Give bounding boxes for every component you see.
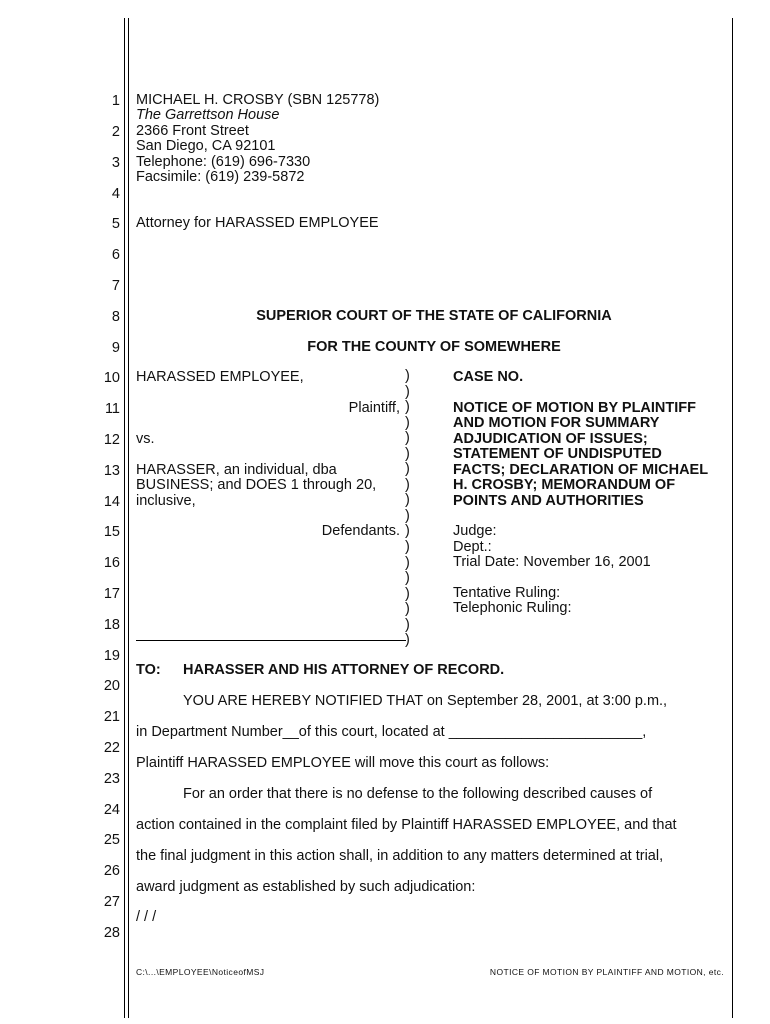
document-title-line: FACTS; DECLARATION OF MICHAEL <box>453 462 709 478</box>
right-margin-rule <box>732 18 733 1018</box>
tentative-ruling: Tentative Ruling: <box>453 585 561 601</box>
line-number: 14 <box>103 494 120 510</box>
caption-underline <box>136 640 406 641</box>
line-number: 5 <box>111 216 120 232</box>
line-number: 27 <box>103 894 120 910</box>
trial-date: Trial Date: November 16, 2001 <box>453 554 651 570</box>
attorney-fax: Facsimile: (619) 239-5872 <box>136 169 305 185</box>
line-number: 2 <box>111 124 120 140</box>
document-title-line: AND MOTION FOR SUMMARY <box>453 415 660 431</box>
continuation-mark: / / / <box>136 909 157 925</box>
body-line: the final judgment in this action shall, in addition to any matters determined at trial, <box>136 848 664 864</box>
line-number: 3 <box>111 155 120 171</box>
document-title-line: NOTICE OF MOTION BY PLAINTIFF <box>453 400 697 416</box>
line-number: 6 <box>111 247 120 263</box>
versus: vs. <box>136 431 155 447</box>
line-number: 23 <box>103 771 120 787</box>
line-number: 9 <box>111 340 120 356</box>
attorney-street: 2366 Front Street <box>136 123 249 139</box>
line-number: 22 <box>103 740 120 756</box>
attorney-name: MICHAEL H. CROSBY (SBN 125778) <box>136 92 380 108</box>
document-title-line: H. CROSBY; MEMORANDUM OF <box>453 477 676 493</box>
document-title-line: STATEMENT OF UNDISPUTED <box>453 446 662 462</box>
attorney-for: Attorney for HARASSED EMPLOYEE <box>136 215 379 231</box>
line-number: 15 <box>103 524 120 540</box>
body-line: in Department Number__of this court, located at ________________________, <box>136 724 647 740</box>
left-margin-rule-inner <box>128 18 129 1018</box>
line-number: 26 <box>103 863 120 879</box>
line-number: 11 <box>104 401 120 417</box>
defendant-line-1: HARASSER, an individual, dba <box>136 462 337 478</box>
attorney-firm: The Garrettson House <box>136 107 280 123</box>
judge-field: Judge: <box>453 523 497 539</box>
body-line: action contained in the complaint filed by Plaintiff HARASSED EMPLOYEE, and that <box>136 817 677 833</box>
defendant-line-2: BUSINESS; and DOES 1 through 20, <box>136 477 377 493</box>
body-line: For an order that there is no defense to the following described causes of <box>183 786 653 802</box>
court-county: FOR THE COUNTY OF SOMEWHERE <box>307 339 561 355</box>
to-text: HARASSER AND HIS ATTORNEY OF RECORD. <box>183 662 505 678</box>
line-number: 16 <box>103 555 120 571</box>
plaintiff-name: HARASSED EMPLOYEE, <box>136 369 304 385</box>
line-number: 18 <box>103 617 120 633</box>
line-number: 28 <box>103 925 120 941</box>
attorney-phone: Telephone: (619) 696-7330 <box>136 154 311 170</box>
dept-field: Dept.: <box>453 539 492 555</box>
footer-file-path: C:\...\EMPLOYEE\NoticeofMSJ <box>136 967 265 977</box>
line-number: 1 <box>111 93 120 109</box>
to-label: TO: <box>136 662 161 678</box>
caption-paren-column: ) ) ) ) ) ) ) ) ) ) ) ) ) ) ) ) ) ) <box>405 368 410 649</box>
line-number: 24 <box>103 802 120 818</box>
body-line: Plaintiff HARASSED EMPLOYEE will move this court as follows: <box>136 755 550 771</box>
line-number: 17 <box>103 586 120 602</box>
telephonic-ruling: Telephonic Ruling: <box>453 600 572 616</box>
defendant-role: Defendants. <box>321 523 400 539</box>
line-number: 4 <box>111 186 120 202</box>
document-title-line: ADJUDICATION OF ISSUES; <box>453 431 648 447</box>
line-number: 7 <box>111 278 120 294</box>
line-number: 10 <box>103 370 120 386</box>
left-margin-rule-outer <box>124 18 125 1018</box>
plaintiff-role: Plaintiff, <box>348 400 400 416</box>
document-title-line: POINTS AND AUTHORITIES <box>453 493 644 509</box>
line-number: 21 <box>103 709 120 725</box>
case-number: CASE NO. <box>453 369 524 385</box>
line-number: 19 <box>103 648 120 664</box>
body-line: award judgment as established by such adjudication: <box>136 879 476 895</box>
defendant-line-3: inclusive, <box>136 493 196 509</box>
footer-document-title: NOTICE OF MOTION BY PLAINTIFF AND MOTION, etc. <box>489 967 724 977</box>
line-number: 20 <box>103 678 120 694</box>
line-number: 13 <box>103 463 120 479</box>
line-number: 12 <box>103 432 120 448</box>
body-line: YOU ARE HEREBY NOTIFIED THAT on September 28, 2001, at 3:00 p.m., <box>183 693 668 709</box>
court-name: SUPERIOR COURT OF THE STATE OF CALIFORNIA <box>256 308 612 324</box>
attorney-city: San Diego, CA 92101 <box>136 138 276 154</box>
line-number: 8 <box>111 309 120 325</box>
line-number: 25 <box>103 832 120 848</box>
